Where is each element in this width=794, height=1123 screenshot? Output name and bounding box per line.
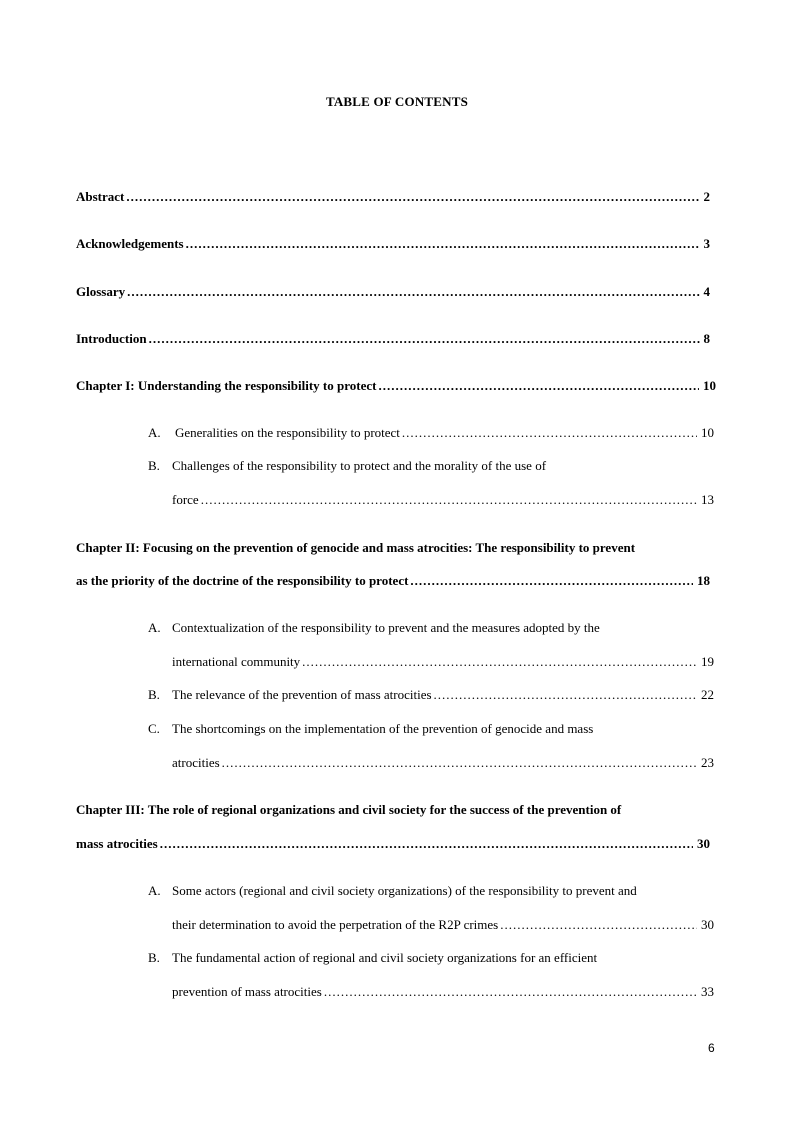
toc-page: 30	[697, 836, 710, 851]
toc-letter: B.	[148, 458, 160, 473]
toc-entry-introduction[interactable]	[76, 330, 710, 348]
toc-label: Acknowledgements	[76, 236, 184, 251]
toc-label: mass atrocities	[76, 836, 158, 851]
toc-label: as the priority of the doctrine of the responsibility to protect	[76, 573, 409, 588]
toc-entry-chapter-3-b-cont[interactable]	[172, 983, 714, 1001]
toc-label: The fundamental action of regional and civil society organizations for an efficient	[172, 950, 598, 965]
toc-entry-chapter-2-b[interactable]	[148, 686, 714, 704]
toc-label: Chapter I: Understanding the responsibility to protect	[76, 378, 377, 393]
toc-entry-chapter-1-a[interactable]	[148, 424, 714, 442]
dot-leader	[127, 283, 699, 301]
toc-label: their determination to avoid the perpetration of the R2P crimes	[172, 917, 499, 932]
toc-page: 33	[701, 984, 714, 999]
dot-leader	[149, 330, 700, 348]
dot-leader	[160, 835, 693, 853]
toc-entry-chapter-2-a[interactable]	[148, 619, 600, 637]
toc-page: 8	[703, 331, 710, 346]
dot-leader	[201, 491, 697, 509]
toc-label: Generalities on the responsibility to protect	[175, 425, 400, 440]
toc-label: Glossary	[76, 284, 126, 299]
toc-entry-chapter-1-b-cont[interactable]	[172, 491, 714, 509]
toc-entry-chapter-2[interactable]: Chapter II: Focusing on the prevention of genocide and mass atrocities: The responsibility to prevent	[76, 540, 636, 555]
toc-label: force	[172, 492, 199, 507]
page-title: TABLE OF CONTENTS	[325, 94, 469, 109]
toc-letter: B.	[148, 687, 160, 702]
toc-page: 2	[703, 189, 710, 204]
dot-leader	[222, 754, 697, 772]
toc-page: 10	[701, 425, 714, 440]
dot-leader	[324, 983, 697, 1001]
toc-letter: C.	[148, 721, 160, 736]
toc-label: Contextualization of the responsibility to prevent and the measures adopted by the	[172, 620, 600, 635]
toc-entry-chapter-3-b[interactable]	[148, 949, 597, 967]
toc-label: Introduction	[76, 331, 147, 346]
toc-label: The shortcomings on the implementation of the prevention of genocide and mass	[172, 721, 594, 736]
toc-entry-abstract[interactable]	[76, 188, 710, 206]
toc-label: atrocities	[172, 755, 220, 770]
toc-entry-chapter-1-b[interactable]	[148, 457, 546, 475]
dot-leader	[402, 424, 697, 442]
toc-page: 30	[701, 917, 714, 932]
dot-leader	[126, 188, 699, 206]
toc-page: 13	[701, 492, 714, 507]
toc-entry-chapter-1[interactable]	[76, 377, 716, 395]
toc-letter: A.	[148, 883, 161, 898]
toc-entry-chapter-2-a-cont[interactable]	[172, 653, 714, 671]
dot-leader	[186, 235, 700, 253]
toc-entry-chapter-3-a[interactable]	[148, 882, 637, 900]
dot-leader	[410, 572, 693, 590]
toc-label: Challenges of the responsibility to protect and the morality of the use of	[172, 458, 547, 473]
toc-page: 10	[703, 378, 716, 393]
dot-leader	[378, 377, 699, 395]
toc-label: Abstract	[76, 189, 125, 204]
toc-entry-chapter-3[interactable]: Chapter III: The role of regional organizations and civil society for the success of the prevention of	[76, 802, 622, 817]
toc-label: Some actors (regional and civil society organizations) of the responsibility to prevent and	[172, 883, 637, 898]
toc-label: international community	[172, 654, 301, 669]
toc-page: 23	[701, 755, 714, 770]
page-number: 6	[708, 1041, 715, 1055]
toc-page: 18	[697, 573, 710, 588]
toc-page: 3	[703, 236, 710, 251]
toc-letter: A.	[148, 425, 161, 440]
toc-letter: A.	[148, 620, 161, 635]
toc-entry-chapter-3-a-cont[interactable]	[172, 916, 714, 934]
toc-entry-chapter-2-c[interactable]	[148, 720, 593, 738]
toc-label: The relevance of the prevention of mass atrocities	[172, 687, 432, 702]
toc-label: prevention of mass atrocities	[172, 984, 322, 999]
toc-entry-glossary[interactable]	[76, 283, 710, 301]
dot-leader	[500, 916, 697, 934]
dot-leader	[434, 686, 697, 704]
toc-entry-chapter-3-cont[interactable]	[76, 835, 710, 853]
toc-letter: B.	[148, 950, 160, 965]
dot-leader	[302, 653, 697, 671]
toc-entry-chapter-2-cont[interactable]	[76, 572, 710, 590]
toc-page: 4	[703, 284, 710, 299]
toc-entry-acknowledgements[interactable]	[76, 235, 710, 253]
toc-page: 22	[701, 687, 714, 702]
toc-page: 19	[701, 654, 714, 669]
toc-entry-chapter-2-c-cont[interactable]	[172, 754, 714, 772]
